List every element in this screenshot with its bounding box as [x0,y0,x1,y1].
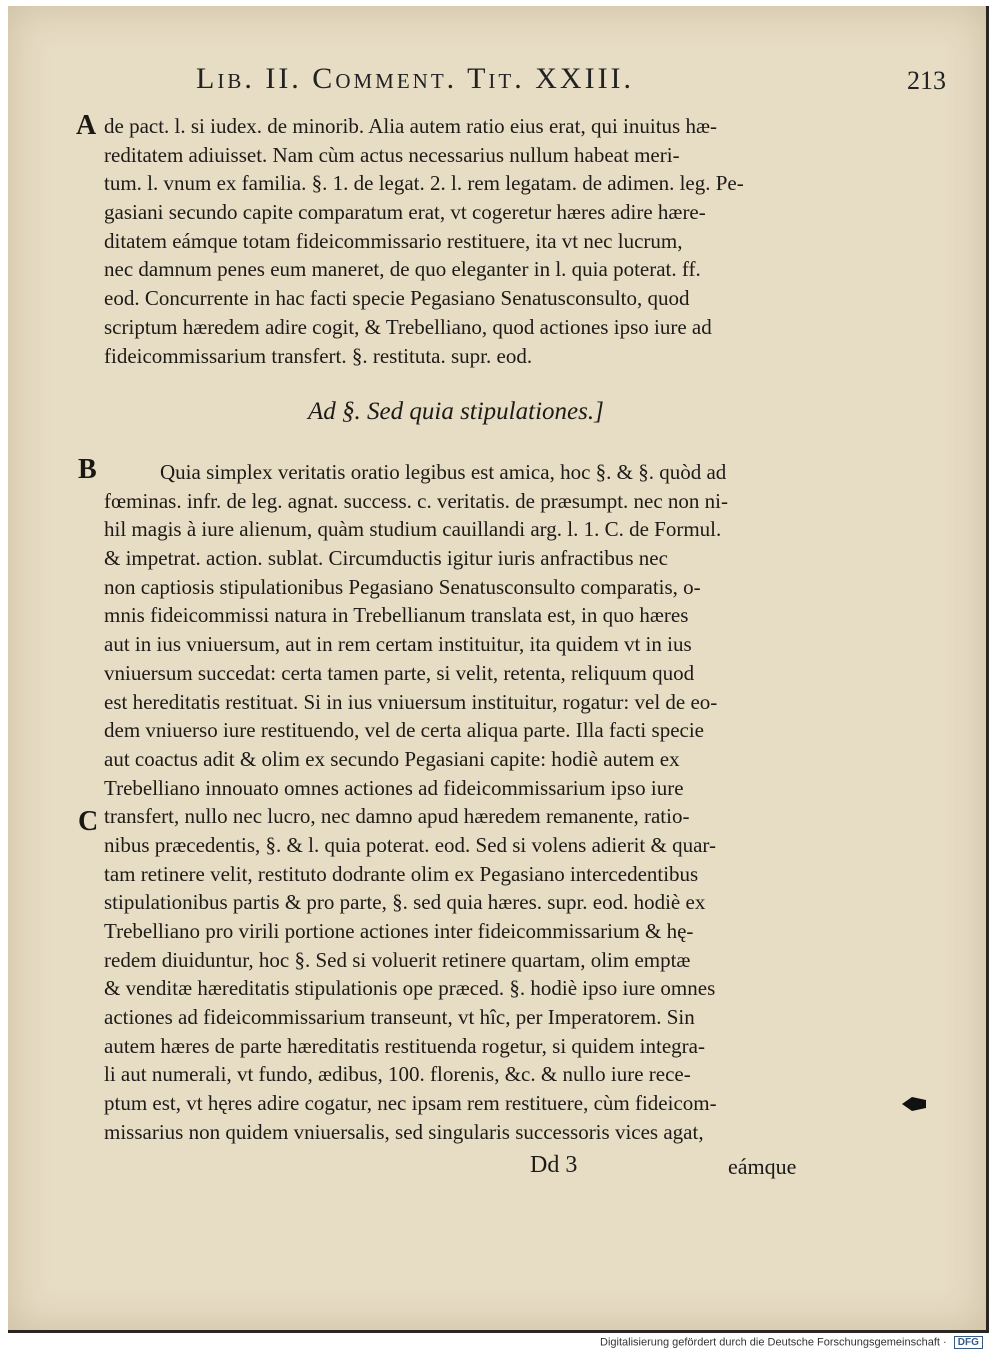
text-line: redem diuiduntur, hoc §. Sed si voluerit retinere quartam, olim emptæ [104,947,691,972]
text-line: tam retinere velit, restituto dodrante olim ex Pegasiano intercedentibus [104,861,699,886]
text-line: stipulationibus partis & pro parte, §. sed quia hæres. supr. eod. hodiè ex [104,890,706,915]
text-line: mnis fideicommissi natura in Trebellianum translata est, in quo hæres [104,603,689,628]
book-page [8,6,989,1333]
text-line: nec damnum penes eum maneret, de quo eleganter in l. quia poterat. ff. [104,257,701,282]
text-line: ptum est, vt hęres adire cogatur, nec ipsam rem restituere, cùm fideicom- [104,1091,717,1116]
text-line: actiones ad fideicommissarium transeunt, vt hîc, per Imperatorem. Sin [104,1005,695,1030]
text-line: transfert, nullo nec lucro, nec damno apud hæredem remanente, ratio- [104,804,690,829]
text-line: li aut numerali, vt fundo, ædibus, 100. florenis, &c. & nullo iure rece- [104,1062,691,1087]
text-line: reditatem adiuisset. Nam cùm actus necessarius nullum habeat meri- [104,142,680,167]
text-line: gasiani secundo capite comparatum erat, vt cogeretur hæres adire hære- [104,200,706,225]
text-line: fœminas. infr. de leg. agnat. success. c. veritatis. de præsumpt. nec non ni- [104,488,729,513]
text-line: dem vniuerso iure restituendo, vel de certa aliqua parte. Illa facti specie [104,718,704,743]
text-line: & impetrat. action. sublat. Circumductis igitur iuris anfractibus nec [104,546,668,571]
section-heading: Ad §. Sed quia stipulationes.] [308,398,604,425]
text-line: vniuersum succedat: certa tamen parte, si velit, retenta, reliquum quod [104,660,695,685]
text-line: aut coactus adit & olim ex secundo Pegasiani capite: hodiè autem ex [104,746,680,771]
section-marker-a: A [76,110,97,141]
text-line: nibus præcedentis, §. & l. quia poterat. eod. Sed si volens adierit & quar- [104,832,716,857]
section-marker-b: B [78,454,97,485]
text-line: tum. l. vnum ex familia. §. 1. de legat. 2. l. rem legatam. de adimen. leg. Pe- [104,171,744,196]
text-line: eod. Concurrente in hac facti specie Pegasiano Senatusconsulto, quod [104,286,690,311]
text-line: scriptum hæredem adire cogit, & Trebelliano, quod actiones ipso iure ad [104,314,712,339]
digitization-credit [600,1336,983,1349]
text-line: Quia simplex veritatis oratio legibus est amica, hoc §. & §. quòd ad [160,460,727,484]
credit-text: Digitalisierung gefördert durch die Deutsche Forschungsgemeinschaft · [600,1336,947,1349]
running-head: Lib. II. Comment. Tit. XXIII. [196,62,635,95]
pointing-hand-icon [900,1094,928,1114]
text-line: de pact. l. si iudex. de minorib. Alia autem ratio eius erat, qui inuitus hæ- [104,114,717,138]
text-line: Trebelliano innouato omnes actiones ad fideicommissarium ipso iure [104,775,684,800]
section-marker-c: C [78,806,99,837]
text-line: hil magis à iure alienum, quàm studium cauillandi arg. l. 1. C. de Formul. [104,517,722,542]
paragraph-a [104,112,820,370]
text-line: non captiosis stipulationibus Pegasiano Senatusconsulto comparatis, o- [104,574,701,599]
page-header [156,62,946,102]
dfg-logo: DFG [954,1336,983,1349]
paragraph-b [104,458,820,1147]
text-line: autem hæres de parte hæreditatis restituenda rogetur, si quidem integra- [104,1033,705,1058]
text-line: ditatem eámque totam fideicommissario restituere, ita vt nec lucrum, [104,228,683,253]
text-line: Trebelliano pro virili portione actiones inter fideicommissarium & hę- [104,919,694,943]
text-line: est hereditatis restituat. Si in ius vniuersum instituitur, rogatur: vel de eo- [104,689,718,714]
text-line: missarius non quidem vniuersalis, sed singularis successoris vices agat, [104,1119,704,1144]
signature-mark: Dd 3 [530,1152,578,1178]
text-line: & venditæ hæreditatis stipulationis ope præced. §. hodiè ipso iure omnes [104,976,716,1001]
catchword: eámque [728,1154,797,1179]
text-line: aut in ius vniuersum, aut in rem certam instituitur, ita quidem vt in ius [104,632,692,657]
page-number: 213 [907,66,946,95]
text-line: fideicommissarium transfert. §. restituta. supr. eod. [104,343,533,368]
